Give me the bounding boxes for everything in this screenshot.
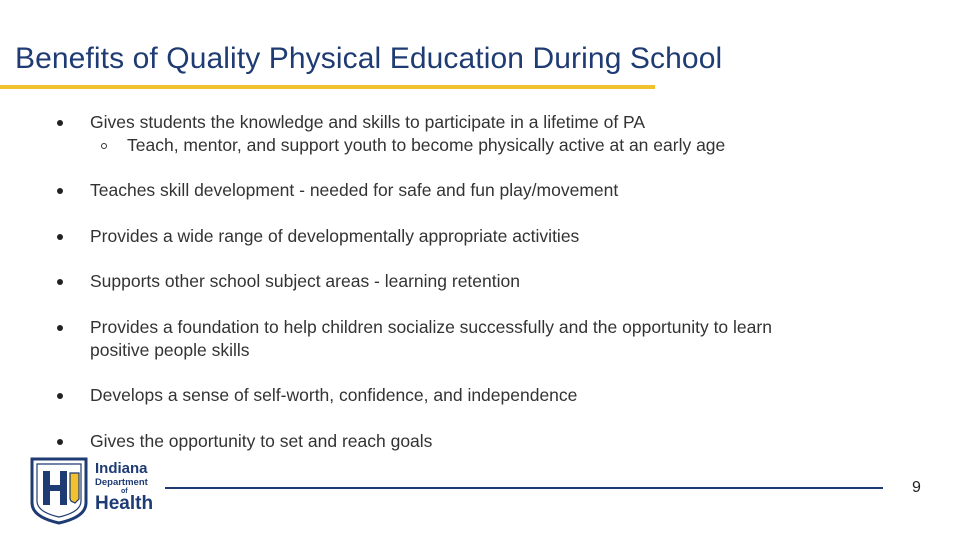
bullet-text: Gives students the knowledge and skills to participate in a lifetime of PA — [90, 112, 646, 132]
footer-divider — [165, 487, 883, 489]
logo-line: Department — [95, 477, 148, 488]
logo-line: Health — [95, 493, 154, 514]
bullet-icon — [57, 120, 63, 126]
bullet-icon — [57, 439, 63, 445]
bullet-icon — [57, 188, 63, 194]
bullet-text: Gives the opportunity to set and reach goals — [90, 431, 433, 451]
bullet-text: positive people skills — [90, 340, 250, 360]
hollow-bullet-icon — [101, 143, 107, 149]
page-title: Benefits of Quality Physical Education During School — [15, 42, 723, 75]
sub-bullet-text: Teach, mentor, and support youth to become physically active at an early age — [127, 135, 726, 155]
bullet-text: Teaches skill development - needed for safe and fun play/movement — [90, 180, 619, 200]
title-underline — [0, 85, 655, 89]
bullet-icon — [57, 325, 63, 331]
logo-line: Indiana — [95, 460, 148, 477]
page-number: 9 — [912, 479, 921, 496]
bullet-icon — [57, 234, 63, 240]
bullet-text: Supports other school subject areas - learning retention — [90, 271, 520, 291]
bullet-icon — [57, 279, 63, 285]
bullet-text: Provides a wide range of developmentally appropriate activities — [90, 226, 580, 246]
bullet-text: Provides a foundation to help children socialize successfully and the opportunity to learn — [90, 317, 772, 337]
bullet-icon — [57, 393, 63, 399]
logo-line: of — [121, 488, 128, 495]
bullet-text: Develops a sense of self-worth, confidence, and independence — [90, 385, 578, 405]
